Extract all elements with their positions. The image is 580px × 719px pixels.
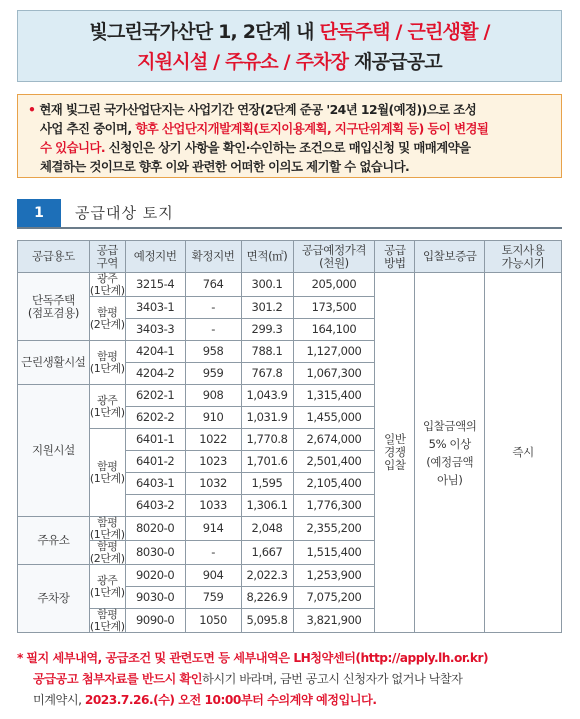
confirmed-lot-cell: 904 xyxy=(185,565,241,587)
footnote xyxy=(17,648,567,711)
area-cell: 2,022.3 xyxy=(241,565,293,587)
group-neighborhood: 근린생활시설 xyxy=(18,341,90,385)
header-use: 공급용도 xyxy=(18,241,90,273)
price-cell: 1,127,000 xyxy=(293,341,375,363)
notice-title-banner xyxy=(17,10,562,82)
title-highlight-2: 지원시설 / 주유소 / 주차장 xyxy=(137,51,349,73)
notice-text-3-red: 수 있습니다. xyxy=(40,140,106,155)
notice-line-1 xyxy=(28,100,551,119)
planned-lot-cell: 9090-0 xyxy=(125,609,185,633)
confirmed-lot-cell: - xyxy=(185,541,241,565)
notice-line-2 xyxy=(28,119,551,138)
area-cell: 1,595 xyxy=(241,473,293,495)
zone-cell: 함평 (2단계) xyxy=(89,297,125,341)
area-cell: 1,770.8 xyxy=(241,429,293,451)
planned-lot-cell: 9030-0 xyxy=(125,587,185,609)
table-header-row xyxy=(18,241,562,273)
area-cell: 5,095.8 xyxy=(241,609,293,633)
title-prefix: 빛그린국가산단 1, 2단계 내 xyxy=(89,21,320,43)
notice-text-2-red: 향후 산업단지개발계획(토지이용계획, 지구단위계획 등) 등이 변경될 xyxy=(135,121,489,136)
zone-cell: 함평 (1단계) xyxy=(89,429,125,517)
confirmed-lot-cell: 958 xyxy=(185,341,241,363)
area-cell: 1,031.9 xyxy=(241,407,293,429)
header-zone: 공급 구역 xyxy=(89,241,125,273)
planned-lot-cell: 3403-3 xyxy=(125,319,185,341)
price-cell: 1,315,400 xyxy=(293,385,375,407)
group-detached: 단독주택 (점포겸용) xyxy=(18,273,90,341)
area-cell: 1,306.1 xyxy=(241,495,293,517)
notice-text-4: 체결하는 것이므로 향후 이와 관련한 어떠한 이의도 제기할 수 없습니다. xyxy=(40,159,410,174)
method-cell: 일반 경쟁 입찰 xyxy=(375,273,415,633)
price-cell: 2,501,400 xyxy=(293,451,375,473)
confirmed-lot-cell: 1032 xyxy=(185,473,241,495)
title-suffix: 재공급공고 xyxy=(348,51,442,73)
confirmed-lot-cell: 1022 xyxy=(185,429,241,451)
title-line-1 xyxy=(18,17,561,47)
confirmed-lot-cell: 908 xyxy=(185,385,241,407)
area-cell: 788.1 xyxy=(241,341,293,363)
price-cell: 2,105,400 xyxy=(293,473,375,495)
planned-lot-cell: 3403-1 xyxy=(125,297,185,319)
deposit-cell: 입찰금액의 5% 이상 (예정금액 아님) xyxy=(415,273,485,633)
header-usable: 토지사용 가능시기 xyxy=(485,241,562,273)
zone-cell: 함평 (2단계) xyxy=(89,540,125,565)
planned-lot-cell: 6401-1 xyxy=(125,429,185,451)
area-cell: 299.3 xyxy=(241,319,293,341)
bullet-icon: • xyxy=(28,102,36,117)
confirmed-lot-cell: 914 xyxy=(185,517,241,541)
planned-lot-cell: 3215-4 xyxy=(125,273,185,297)
planned-lot-cell: 4204-2 xyxy=(125,363,185,385)
footnote-line-2 xyxy=(17,669,567,690)
price-cell: 2,674,000 xyxy=(293,429,375,451)
confirmed-lot-cell: 764 xyxy=(185,273,241,297)
price-cell: 1,253,900 xyxy=(293,565,375,587)
footnote-line-3 xyxy=(17,690,567,711)
notice-text-3b: 신청인은 상기 사항을 확인·수인하는 조건으로 매입신청 및 매매계약을 xyxy=(105,140,471,155)
area-cell: 1,043.9 xyxy=(241,385,293,407)
planned-lot-cell: 8020-0 xyxy=(125,517,185,541)
price-cell: 1,776,300 xyxy=(293,495,375,517)
warning-notice xyxy=(17,94,562,178)
section-title: 공급대상 토지 xyxy=(75,204,174,222)
area-cell: 301.2 xyxy=(241,297,293,319)
footnote-red-2: 공급공고 첨부자료를 반드시 확인 xyxy=(33,672,203,686)
header-confirmed-lot: 확정지번 xyxy=(185,241,241,273)
price-cell: 1,455,000 xyxy=(293,407,375,429)
confirmed-lot-cell: - xyxy=(185,319,241,341)
section-header xyxy=(17,199,562,229)
header-price: 공급예정가격 (천원) xyxy=(293,241,375,273)
price-cell: 164,100 xyxy=(293,319,375,341)
title-line-2 xyxy=(18,47,561,77)
usable-cell: 즉시 xyxy=(485,273,562,633)
planned-lot-cell: 8030-0 xyxy=(125,541,185,565)
footnote-red-1: 필지 세부내역, 공급조건 및 관련도면 등 세부내역은 LH청약센터(http://apply.lh.or.kr) xyxy=(26,651,489,665)
zone-cell: 광주 (1단계) xyxy=(89,272,125,297)
zone-cell: 광주 (1단계) xyxy=(89,385,125,429)
notice-text-2a: 사업 추진 중이며, xyxy=(40,121,136,136)
price-cell: 2,355,200 xyxy=(293,517,375,541)
title-highlight-1: 단독주택 / 근린생활 / xyxy=(319,21,490,43)
price-cell: 1,515,400 xyxy=(293,541,375,565)
notice-text-1: 현재 빛그린 국가산업단지는 사업기간 연장(2단계 준공 '24년 12월(예정))으로 조성 xyxy=(39,102,477,117)
planned-lot-cell: 6403-2 xyxy=(125,495,185,517)
footnote-red-3: 2023.7.26.(수) 오전 10:00부터 수의계약 예정입니다. xyxy=(84,693,377,707)
planned-lot-cell: 9020-0 xyxy=(125,565,185,587)
area-cell: 300.1 xyxy=(241,273,293,297)
confirmed-lot-cell: - xyxy=(185,297,241,319)
footnote-text-2: 하시기 바라며, 금번 공고시 신청자가 없거나 낙찰자 xyxy=(202,672,463,686)
planned-lot-cell: 6202-1 xyxy=(125,385,185,407)
price-cell: 1,067,300 xyxy=(293,363,375,385)
confirmed-lot-cell: 1023 xyxy=(185,451,241,473)
footnote-text-3: 미계약시, xyxy=(33,693,85,707)
price-cell: 3,821,900 xyxy=(293,609,375,633)
section-number: 1 xyxy=(17,199,61,227)
supply-land-table xyxy=(17,240,562,633)
confirmed-lot-cell: 759 xyxy=(185,587,241,609)
zone-cell: 함평 (1단계) xyxy=(89,341,125,385)
group-gas-station: 주유소 xyxy=(18,517,90,565)
confirmed-lot-cell: 959 xyxy=(185,363,241,385)
confirmed-lot-cell: 1050 xyxy=(185,609,241,633)
group-support: 지원시설 xyxy=(18,385,90,517)
price-cell: 7,075,200 xyxy=(293,587,375,609)
area-cell: 8,226.9 xyxy=(241,587,293,609)
notice-line-4 xyxy=(28,157,551,176)
table-row xyxy=(18,273,562,297)
header-method: 공급 방법 xyxy=(375,241,415,273)
notice-line-3 xyxy=(28,138,551,157)
footnote-line-1 xyxy=(17,648,567,669)
header-deposit: 입찰보증금 xyxy=(415,241,485,273)
header-area: 면적(㎡) xyxy=(241,241,293,273)
planned-lot-cell: 6401-2 xyxy=(125,451,185,473)
header-planned-lot: 예정지번 xyxy=(125,241,185,273)
price-cell: 205,000 xyxy=(293,273,375,297)
group-parking: 주차장 xyxy=(18,565,90,633)
footnote-star: * xyxy=(17,651,23,665)
price-cell: 173,500 xyxy=(293,297,375,319)
area-cell: 767.8 xyxy=(241,363,293,385)
area-cell: 1,667 xyxy=(241,541,293,565)
zone-cell: 함평 (1단계) xyxy=(89,608,125,633)
planned-lot-cell: 6202-2 xyxy=(125,407,185,429)
area-cell: 2,048 xyxy=(241,517,293,541)
zone-cell: 함평 (1단계) xyxy=(89,516,125,541)
confirmed-lot-cell: 910 xyxy=(185,407,241,429)
zone-cell: 광주 (1단계) xyxy=(89,565,125,609)
area-cell: 1,701.6 xyxy=(241,451,293,473)
planned-lot-cell: 6403-1 xyxy=(125,473,185,495)
planned-lot-cell: 4204-1 xyxy=(125,341,185,363)
section-divider xyxy=(17,227,562,229)
confirmed-lot-cell: 1033 xyxy=(185,495,241,517)
